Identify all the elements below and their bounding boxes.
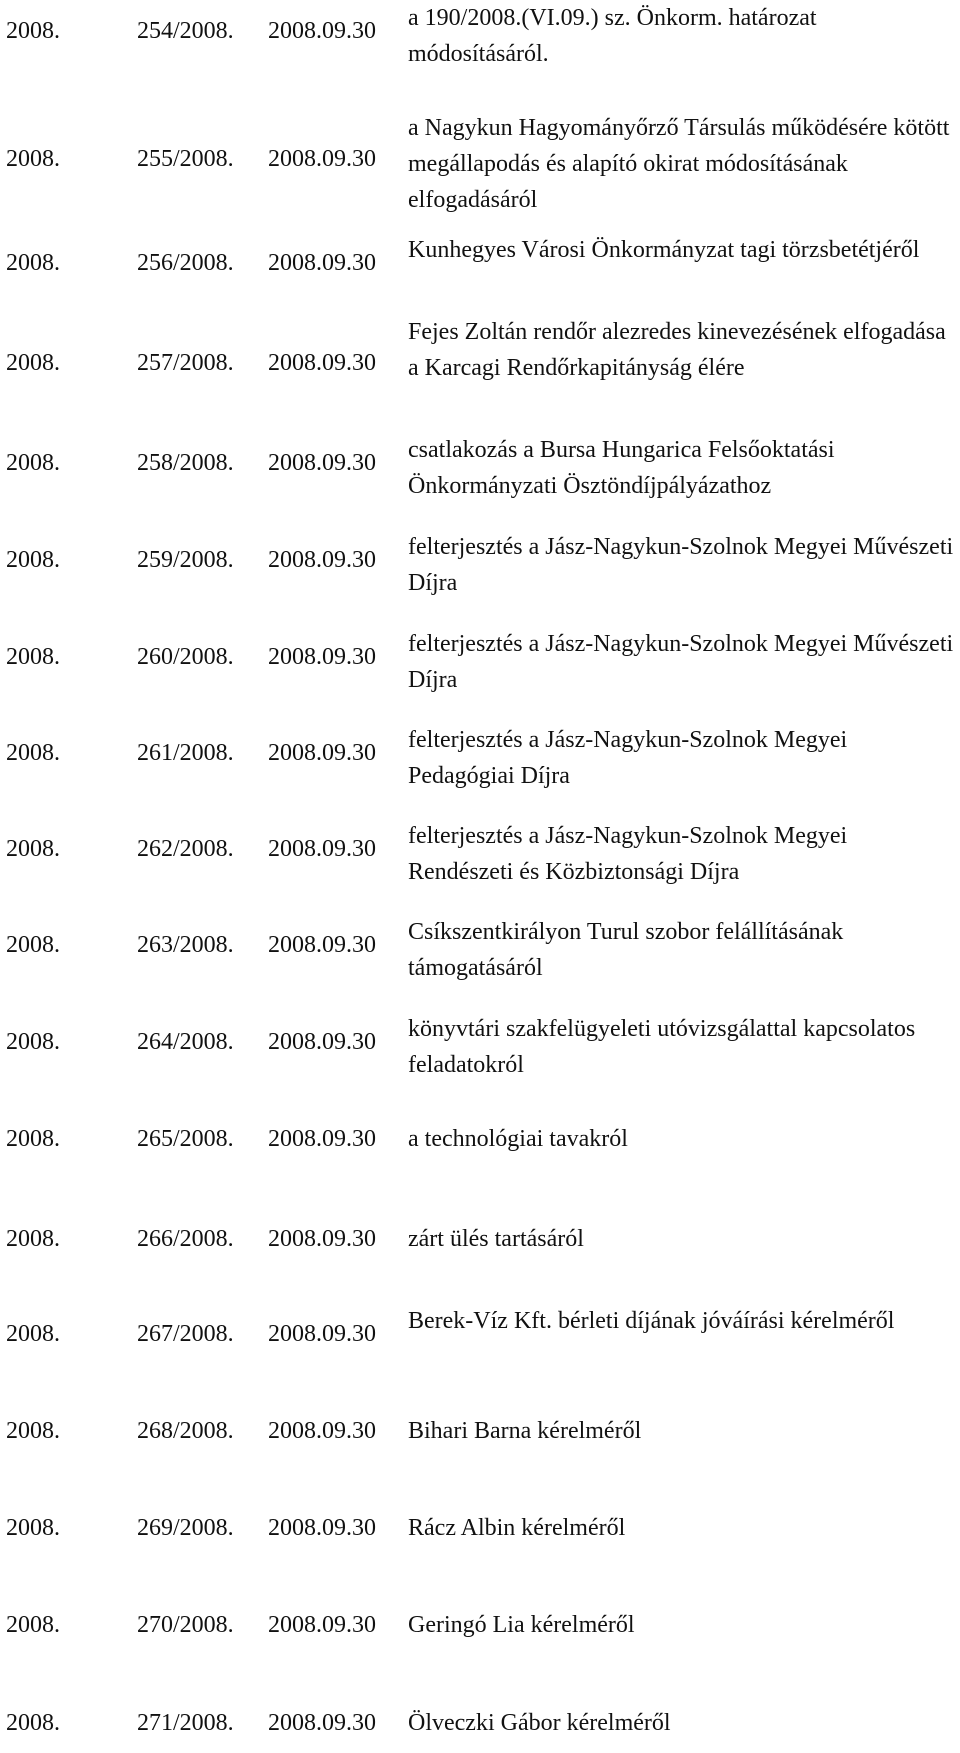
row-date: 2008.09.30 — [268, 1710, 376, 1736]
row-year: 2008. — [6, 450, 60, 476]
row-year: 2008. — [6, 932, 60, 958]
row-subject: Ölveczki Gábor kérelméről — [408, 1710, 671, 1736]
row-number: 269/2008. — [137, 1515, 234, 1541]
row-subject: Geringó Lia kérelméről — [408, 1612, 635, 1638]
row-subject: felterjesztés a Jász-Nagykun-Szolnok Megyei Művészeti Díjra — [408, 534, 954, 596]
row-date: 2008.09.30 — [268, 250, 376, 276]
row-date: 2008.09.30 — [268, 146, 376, 172]
row-subject: Csíkszentkirályon Turul szobor felállításának támogatásáról — [408, 919, 844, 981]
row-date: 2008.09.30 — [268, 450, 376, 476]
row-number: 270/2008. — [137, 1612, 234, 1638]
row-year: 2008. — [6, 1612, 60, 1638]
row-subject: Berek-Víz Kft. bérleti díjának jóváírási kérelméről — [408, 1308, 895, 1334]
row-year: 2008. — [6, 1321, 60, 1347]
row-subject: zárt ülés tartásáról — [408, 1226, 584, 1252]
row-subject: a 190/2008.(VI.09.) sz. Önkorm. határozat módosításáról. — [408, 5, 817, 67]
row-date: 2008.09.30 — [268, 1029, 376, 1055]
row-date: 2008.09.30 — [268, 18, 376, 44]
row-year: 2008. — [6, 1029, 60, 1055]
row-year: 2008. — [6, 250, 60, 276]
row-year: 2008. — [6, 1126, 60, 1152]
row-number: 267/2008. — [137, 1321, 234, 1347]
row-year: 2008. — [6, 836, 60, 862]
row-date: 2008.09.30 — [268, 1126, 376, 1152]
row-subject: felterjesztés a Jász-Nagykun-Szolnok Megyei Művészeti Díjra — [408, 631, 954, 693]
row-subject: könyvtári szakfelügyeleti utóvizsgálattal kapcsolatos feladatokról — [408, 1016, 916, 1078]
row-date: 2008.09.30 — [268, 1418, 376, 1444]
row-number: 268/2008. — [137, 1418, 234, 1444]
row-date: 2008.09.30 — [268, 1515, 376, 1541]
row-date: 2008.09.30 — [268, 644, 376, 670]
row-date: 2008.09.30 — [268, 836, 376, 862]
row-subject: Kunhegyes Városi Önkormányzat tagi törzsbetétjéről — [408, 237, 920, 263]
row-year: 2008. — [6, 350, 60, 376]
row-date: 2008.09.30 — [268, 1321, 376, 1347]
row-number: 266/2008. — [137, 1226, 234, 1252]
row-year: 2008. — [6, 18, 60, 44]
row-year: 2008. — [6, 146, 60, 172]
row-subject: csatlakozás a Bursa Hungarica Felsőoktatási Önkormányzati Ösztöndíjpályázathoz — [408, 437, 835, 499]
row-subject: felterjesztés a Jász-Nagykun-Szolnok Megyei Pedagógiai Díjra — [408, 727, 848, 789]
row-subject: Fejes Zoltán rendőr alezredes kinevezésének elfogadása a Karcagi Rendőrkapitányság élére — [408, 319, 946, 381]
row-subject: a Nagykun Hagyományőrző Társulás működésére kötött megállapodás és alapító okirat módosításának elfogadásáról — [408, 115, 950, 213]
row-subject: Bihari Barna kérelméről — [408, 1418, 642, 1444]
row-number: 271/2008. — [137, 1710, 234, 1736]
row-date: 2008.09.30 — [268, 740, 376, 766]
row-number: 254/2008. — [137, 18, 234, 44]
row-year: 2008. — [6, 644, 60, 670]
row-number: 257/2008. — [137, 350, 234, 376]
row-number: 263/2008. — [137, 932, 234, 958]
row-subject: a technológiai tavakról — [408, 1126, 628, 1152]
row-year: 2008. — [6, 547, 60, 573]
row-subject: Rácz Albin kérelméről — [408, 1515, 626, 1541]
row-year: 2008. — [6, 740, 60, 766]
row-date: 2008.09.30 — [268, 932, 376, 958]
row-date: 2008.09.30 — [268, 1612, 376, 1638]
row-number: 260/2008. — [137, 644, 234, 670]
row-number: 258/2008. — [137, 450, 234, 476]
row-year: 2008. — [6, 1226, 60, 1252]
row-number: 261/2008. — [137, 740, 234, 766]
row-number: 259/2008. — [137, 547, 234, 573]
row-subject: felterjesztés a Jász-Nagykun-Szolnok Megyei Rendészeti és Közbiztonsági Díjra — [408, 823, 848, 885]
row-date: 2008.09.30 — [268, 547, 376, 573]
row-number: 255/2008. — [137, 146, 234, 172]
row-year: 2008. — [6, 1515, 60, 1541]
row-year: 2008. — [6, 1418, 60, 1444]
row-number: 262/2008. — [137, 836, 234, 862]
row-date: 2008.09.30 — [268, 350, 376, 376]
row-year: 2008. — [6, 1710, 60, 1736]
row-date: 2008.09.30 — [268, 1226, 376, 1252]
row-number: 265/2008. — [137, 1126, 234, 1152]
row-number: 256/2008. — [137, 250, 234, 276]
row-number: 264/2008. — [137, 1029, 234, 1055]
